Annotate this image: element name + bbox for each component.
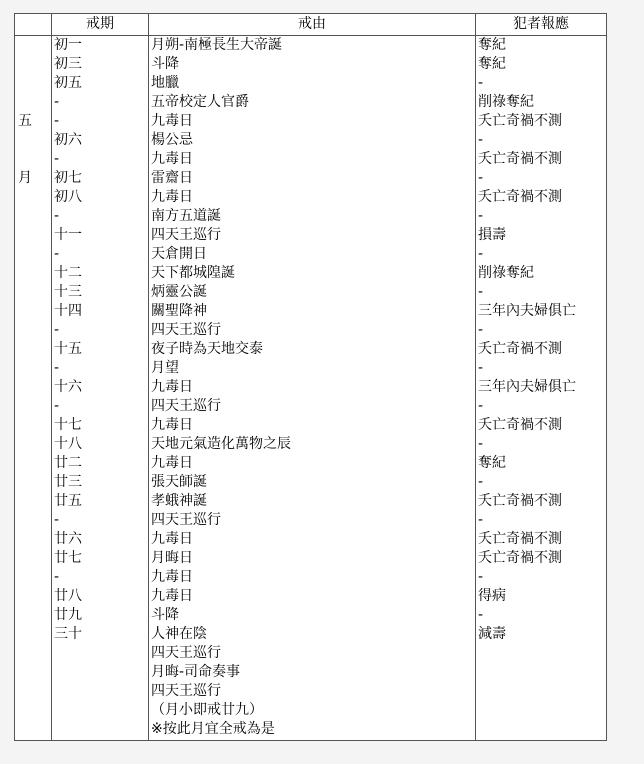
reason-entry: 四天王巡行: [151, 512, 221, 528]
date-entry: [52, 644, 148, 663]
retribution-entry: 夭亡奇禍不測: [478, 151, 562, 167]
date-entry: 初一: [54, 37, 82, 53]
reason-entry: 九毒日: [151, 455, 193, 471]
retribution-entry: [476, 720, 606, 739]
date-entry: 初八: [54, 189, 82, 205]
reason-entry: 炳靈公誕: [151, 284, 207, 300]
reason-entry: 月望: [151, 360, 179, 376]
reason-entry: 斗降: [151, 56, 179, 72]
date-entry: 初五: [54, 75, 82, 91]
retribution-entry: -: [478, 284, 484, 300]
reason-entry: 斗降: [151, 607, 179, 623]
retribution-entry: 損壽: [478, 227, 506, 243]
date-entry: 廿二: [54, 455, 82, 471]
date-entry: 初三: [54, 56, 82, 72]
date-entry: -: [54, 113, 60, 129]
retribution-entry: -: [478, 322, 484, 338]
reason-entry: 天倉開日: [151, 246, 207, 262]
retribution-column: [476, 36, 607, 741]
reason-entry: 地臘: [151, 75, 179, 91]
date-entry: [52, 682, 148, 701]
header-row: [15, 14, 607, 36]
retribution-entry: -: [478, 132, 484, 148]
retribution-entry: -: [478, 398, 484, 414]
date-entry: -: [54, 246, 60, 262]
reason-entry: 四天王巡行: [151, 227, 221, 243]
reason-entry: 南方五道誕: [151, 208, 221, 224]
reason-entry: 九毒日: [151, 588, 193, 604]
reason-entry: 九毒日: [151, 151, 193, 167]
body-row: [15, 36, 607, 741]
retribution-entry: 削祿奪紀: [478, 265, 534, 281]
date-entry: -: [54, 151, 60, 167]
retribution-entry: -: [478, 569, 484, 585]
retribution-entry: -: [478, 436, 484, 452]
retribution-entry: -: [478, 607, 484, 623]
month-cell: [15, 36, 52, 741]
date-entry: [52, 720, 148, 739]
date-entry: 廿九: [54, 607, 82, 623]
retribution-entry: 夭亡奇禍不測: [478, 113, 562, 129]
date-entry: [52, 663, 148, 682]
date-entry: 十六: [54, 379, 82, 395]
reason-entry: 四天王巡行: [151, 645, 221, 661]
date-entry: [52, 701, 148, 720]
date-entry: 廿五: [54, 493, 82, 509]
header-month: [15, 14, 52, 36]
date-entry: 三十: [54, 626, 82, 642]
retribution-entry: 夭亡奇禍不測: [478, 341, 562, 357]
date-entry: 十五: [54, 341, 82, 357]
date-entry: -: [54, 398, 60, 414]
reason-entry: 四天王巡行: [151, 683, 221, 699]
retribution-entry: [476, 663, 606, 682]
date-entry: -: [54, 94, 60, 110]
date-entry: -: [54, 360, 60, 376]
retribution-entry: 得病: [478, 588, 506, 604]
reason-entry: 四天王巡行: [151, 398, 221, 414]
retribution-entry: 奪紀: [478, 37, 506, 53]
retribution-entry: -: [478, 208, 484, 224]
reason-entry: 九毒日: [151, 569, 193, 585]
retribution-entry: -: [478, 360, 484, 376]
retribution-entry: 奪紀: [478, 455, 506, 471]
date-entry: 十一: [54, 227, 82, 243]
retribution-entry: 夭亡奇禍不測: [478, 493, 562, 509]
retribution-entry: 削祿奪紀: [478, 94, 534, 110]
date-entry: 十八: [54, 436, 82, 452]
reason-entry: 四天王巡行: [151, 322, 221, 338]
reason-entry: 張天師誕: [151, 474, 207, 490]
month-label-char: 五: [18, 113, 32, 129]
retribution-entry: 三年內夫婦俱亡: [478, 379, 576, 395]
reason-entry: 月晦日: [151, 550, 193, 566]
date-entry: -: [54, 322, 60, 338]
retribution-entry: 奪紀: [478, 56, 506, 72]
date-entry: 廿六: [54, 531, 82, 547]
reason-entry: 關聖降神: [151, 303, 207, 319]
date-entry: -: [54, 512, 60, 528]
date-entry: 十四: [54, 303, 82, 319]
reason-entry: 人神在陰: [151, 626, 207, 642]
date-column: [52, 36, 149, 741]
retribution-entry: 減壽: [478, 626, 506, 642]
month-label-char: 月: [18, 170, 32, 186]
date-entry: -: [54, 569, 60, 585]
retribution-entry: -: [478, 246, 484, 262]
date-entry: -: [54, 208, 60, 224]
date-entry: 初七: [54, 170, 82, 186]
reason-entry: 月朔-南極長生大帝誕: [151, 37, 283, 53]
reason-entry: 九毒日: [151, 417, 193, 433]
date-entry: 十七: [54, 417, 82, 433]
retribution-entry: -: [478, 75, 484, 91]
reason-entry: 五帝校定人官爵: [151, 94, 249, 110]
reason-entry: 孝蛾神誕: [151, 493, 207, 509]
header-reason: 戒由: [149, 14, 476, 36]
date-entry: 廿七: [54, 550, 82, 566]
reason-column: [149, 36, 476, 741]
retribution-entry: 夭亡奇禍不測: [478, 550, 562, 566]
retribution-entry: 三年內夫婦俱亡: [478, 303, 576, 319]
reason-entry: 楊公忌: [151, 132, 193, 148]
retribution-entry: -: [478, 512, 484, 528]
date-entry: 十二: [54, 265, 82, 281]
retribution-entry: -: [478, 474, 484, 490]
reason-entry: 夜子時為天地交泰: [151, 341, 263, 357]
reason-entry: （月小即戒廿九）: [151, 702, 263, 718]
retribution-entry: [476, 682, 606, 701]
reason-entry: 九毒日: [151, 379, 193, 395]
reason-entry: 九毒日: [151, 531, 193, 547]
header-date: 戒期: [52, 14, 149, 36]
retribution-entry: 夭亡奇禍不測: [478, 417, 562, 433]
reason-entry: 天下都城隍誕: [151, 265, 235, 281]
reason-entry: 雷齋日: [151, 170, 193, 186]
precept-table: [14, 13, 607, 741]
reason-entry: 天地元氣造化萬物之辰: [151, 436, 291, 452]
reason-entry: 月晦-司命奏事: [151, 664, 241, 680]
reason-entry: ※按此月宜全戒為是: [151, 721, 275, 737]
retribution-entry: -: [478, 170, 484, 186]
reason-entry: 九毒日: [151, 113, 193, 129]
retribution-entry: 夭亡奇禍不測: [478, 189, 562, 205]
date-entry: 十三: [54, 284, 82, 300]
date-entry: 廿三: [54, 474, 82, 490]
retribution-entry: 夭亡奇禍不測: [478, 531, 562, 547]
date-entry: 廿八: [54, 588, 82, 604]
header-retribution: 犯者報應: [476, 14, 607, 36]
date-entry: 初六: [54, 132, 82, 148]
retribution-entry: [476, 701, 606, 720]
reason-entry: 九毒日: [151, 189, 193, 205]
retribution-entry: [476, 644, 606, 663]
